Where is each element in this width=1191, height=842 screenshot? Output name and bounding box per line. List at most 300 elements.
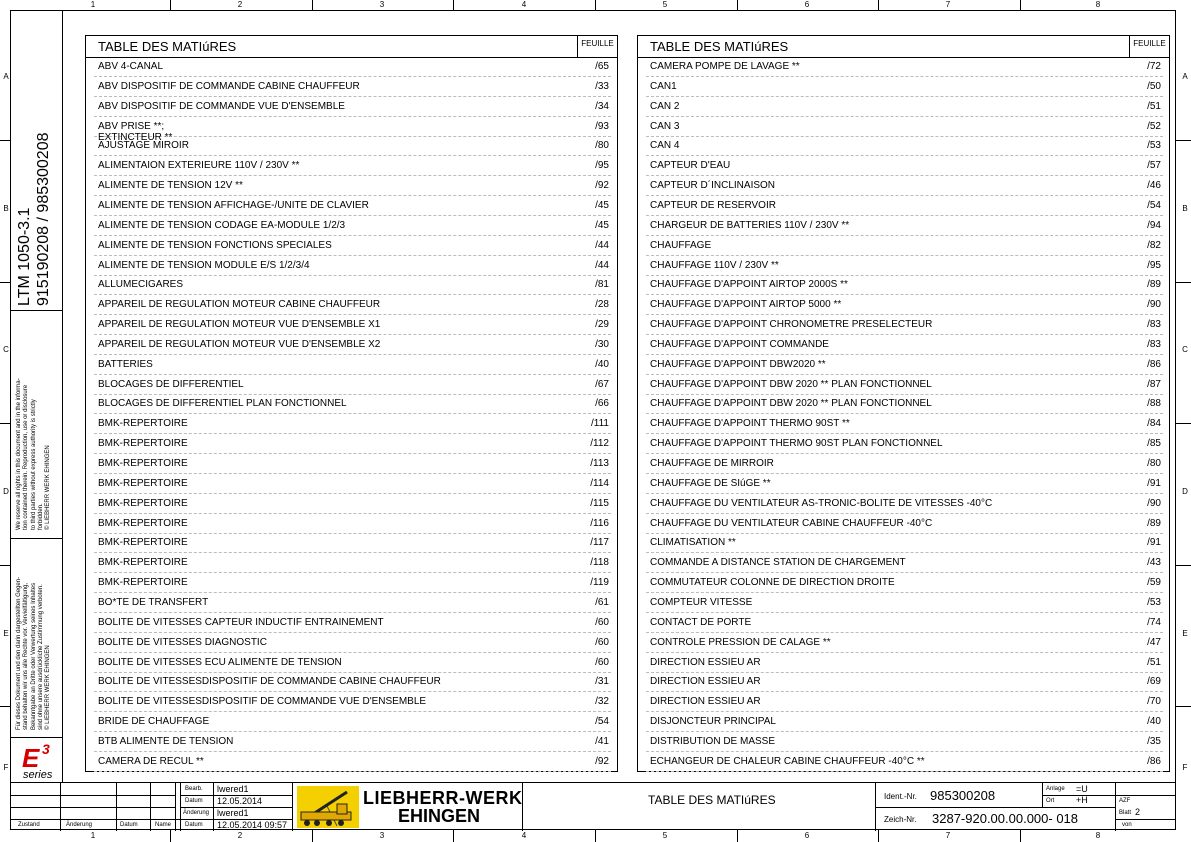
table-row	[86, 455, 617, 475]
ruler-number: 5	[662, 0, 668, 9]
blatt-label: Blatt	[1119, 810, 1132, 816]
row-page[interactable]: /117	[590, 537, 609, 549]
ruler-tick	[1176, 282, 1191, 283]
row-page[interactable]: /92	[595, 755, 609, 767]
table-row	[638, 594, 1169, 614]
row-label[interactable]: CHAUFFAGE 110V / 230V **	[650, 259, 779, 271]
leader-line	[94, 533, 611, 534]
row-page[interactable]: /112	[590, 438, 609, 450]
row-label[interactable]: CAPTEUR DE RESERVOIR	[650, 199, 776, 211]
row-label[interactable]: BMK-REPERTOIRE	[98, 517, 188, 529]
table-row	[86, 435, 617, 455]
table-row	[638, 177, 1169, 197]
table-row	[638, 157, 1169, 177]
right-contents-table	[637, 35, 1170, 772]
row-page[interactable]: /95	[595, 160, 609, 172]
row-page[interactable]: /87	[1147, 378, 1161, 390]
leader-line	[94, 96, 611, 97]
datum2-value: 12.05.2014 09:57	[217, 820, 288, 830]
row-page[interactable]: /60	[595, 656, 609, 668]
title-block	[10, 782, 1176, 830]
leader-line	[646, 136, 1163, 137]
row-page[interactable]: /86	[1147, 755, 1161, 767]
grid-line	[1042, 795, 1176, 796]
row-page[interactable]: /40	[595, 358, 609, 370]
row-label[interactable]: DISTRIBUTION DE MASSE	[650, 735, 776, 747]
ruler-tick	[0, 565, 10, 566]
row-label[interactable]: BMK-REPERTOIRE	[98, 477, 188, 489]
table-row	[638, 98, 1169, 118]
row-label[interactable]: DISJONCTEUR PRINCIPAL	[650, 716, 776, 728]
leader-line	[94, 294, 611, 295]
row-page[interactable]: /91	[1147, 537, 1161, 549]
ruler-letter: E	[3, 629, 9, 638]
row-page[interactable]: /53	[1147, 140, 1161, 152]
table-header	[638, 36, 1169, 58]
row-label[interactable]: BOLITE DE VITESSES ECU ALIMENTE DE TENSION	[98, 656, 342, 668]
row-page[interactable]: /57	[1147, 160, 1161, 172]
row-label[interactable]: CHARGEUR DE BATTERIES 110V / 230V **	[650, 219, 850, 231]
row-label[interactable]: CAN 2	[650, 100, 680, 112]
row-label[interactable]: ALIMENTE DE TENSION CODAGE EA-MODULE 1/2/3	[98, 219, 346, 231]
table-row	[86, 157, 617, 177]
row-label[interactable]: ECHANGEUR DE CHALEUR CABINE CHAUFFEUR -40°C **	[650, 755, 925, 767]
anlage-value: =U	[1076, 784, 1088, 794]
row-label[interactable]: ALIMENTE DE TENSION 12V **	[98, 180, 243, 192]
row-label[interactable]: ABV PRISE **;	[98, 120, 165, 132]
table-row	[86, 177, 617, 197]
leader-line	[94, 334, 611, 335]
leader-line	[646, 771, 1163, 772]
row-page[interactable]: /61	[595, 596, 609, 608]
table-row	[86, 733, 617, 753]
row-label[interactable]: CHAUFFAGE DE SIúGE **	[650, 477, 771, 489]
row-label[interactable]: DIRECTION ESSIEU AR	[650, 676, 761, 688]
ruler-tick	[0, 423, 10, 424]
row-label[interactable]: BMK-REPERTOIRE	[98, 577, 188, 589]
notice-line: Für dieses Dokument und den darin dargestellten Gegen-	[16, 576, 22, 730]
table-row	[638, 455, 1169, 475]
leader-line	[646, 275, 1163, 276]
leader-line	[646, 235, 1163, 236]
row-page[interactable]: /83	[1147, 319, 1161, 331]
table-row	[86, 237, 617, 257]
row-label[interactable]: CHAUFFAGE DU VENTILATEUR AS-TRONIC-BOLITE DE VITESSES -40°C	[650, 497, 993, 509]
table-row	[638, 515, 1169, 535]
row-page[interactable]: /31	[595, 676, 609, 688]
leader-line	[646, 255, 1163, 256]
leader-line	[94, 572, 611, 573]
leader-line	[94, 711, 611, 712]
e3-series-logo	[20, 743, 60, 783]
leader-line	[94, 354, 611, 355]
row-label[interactable]: CAPTEUR D'EAU	[650, 160, 731, 172]
row-page[interactable]: /35	[1147, 735, 1161, 747]
ruler-letter: C	[3, 345, 9, 354]
logo-subtitle: series	[23, 769, 53, 781]
ort-value: +H	[1076, 795, 1088, 805]
leader-line	[94, 592, 611, 593]
ident-value: 985300208	[930, 788, 996, 803]
bottom-ruler	[10, 830, 1176, 842]
row-label[interactable]: BOLITE DE VITESSES DIAGNOSTIC	[98, 636, 267, 648]
row-page[interactable]: /33	[595, 80, 609, 92]
ruler-letter: F	[1182, 763, 1188, 772]
left-contents-table	[85, 35, 618, 772]
table-row	[638, 753, 1169, 773]
leader-line	[94, 195, 611, 196]
row-label[interactable]: ALIMENTAION EXTERIEURE 110V / 230V **	[98, 160, 300, 172]
ruler-letter: A	[1182, 72, 1188, 81]
table-row	[86, 276, 617, 296]
row-label[interactable]: CHAUFFAGE DU VENTILATEUR CABINE CHAUFFEUR -40°C	[650, 517, 933, 529]
row-page[interactable]: /85	[1147, 438, 1161, 450]
row-label[interactable]: CLIMATISATION **	[650, 537, 736, 549]
rev-header: Zustand	[18, 822, 40, 828]
table-row	[86, 654, 617, 674]
row-page[interactable]: /60	[595, 636, 609, 648]
left-info-strip	[10, 10, 63, 782]
table-row	[638, 376, 1169, 396]
row-page[interactable]: /95	[1147, 259, 1161, 271]
row-label[interactable]: CAPTEUR D´INCLINAISON	[650, 180, 776, 192]
table-row	[638, 554, 1169, 574]
ruler-tick	[170, 0, 171, 10]
company-location: EHINGEN	[398, 806, 481, 826]
table-row	[638, 336, 1169, 356]
row-page[interactable]: /118	[590, 557, 609, 569]
grid-line	[292, 783, 293, 831]
row-label[interactable]: ALIMENTE DE TENSION MODULE E/S 1/2/3/4	[98, 259, 310, 271]
table-row	[86, 574, 617, 594]
row-page[interactable]: /70	[1147, 696, 1161, 708]
row-page[interactable]: /65	[595, 61, 609, 72]
feuille-header: FEUILLE	[1129, 36, 1169, 58]
row-label[interactable]: BMK-REPERTOIRE	[98, 537, 188, 549]
zeich-value: 3287-920.00.00.000- 018	[932, 811, 1079, 826]
leader-line	[646, 552, 1163, 553]
row-label[interactable]: BTB ALIMENTE DE TENSION	[98, 735, 234, 747]
row-page[interactable]: /54	[595, 716, 609, 728]
row-label[interactable]: CAMERA POMPE DE LAVAGE **	[650, 61, 800, 72]
row-page[interactable]: /72	[1147, 61, 1161, 72]
row-label[interactable]: BMK-REPERTOIRE	[98, 418, 188, 430]
row-label[interactable]: AJUSTAGE MIROIR	[98, 140, 189, 152]
row-label[interactable]: ABV 4-CANAL	[98, 61, 164, 72]
azf-label: AZF	[1119, 798, 1131, 804]
row-page[interactable]: /69	[1147, 676, 1161, 688]
divider	[10, 310, 62, 311]
ruler-number: 2	[237, 831, 243, 840]
row-label[interactable]: CHAUFFAGE D'APPOINT CHRONOMETRE PRESELECTEUR	[650, 319, 933, 331]
notice-line: © LIEBHERR WERK EHINGEN	[45, 445, 52, 530]
notice-line: © LIEBHERR WERK EHINGEN	[45, 645, 52, 730]
row-label[interactable]: ALIMENTE DE TENSION AFFICHAGE-/UNITE DE CLAVIER	[98, 199, 369, 211]
notice-line: sind ohne unsere ausdrückliche Zustimmung verboten.	[37, 584, 44, 730]
row-page[interactable]: /111	[591, 418, 609, 430]
row-page[interactable]: /44	[595, 259, 609, 271]
leader-line	[646, 354, 1163, 355]
row-label[interactable]: CHAUFFAGE DE MIRROIR	[650, 458, 774, 469]
row-page[interactable]: /86	[1147, 358, 1161, 370]
leader-line	[94, 235, 611, 236]
ruler-number: 4	[521, 0, 527, 9]
row-page[interactable]: /34	[595, 100, 609, 112]
grid-line	[1115, 783, 1116, 831]
row-label[interactable]: CHAUFFAGE D'APPOINT AIRTOP 2000S **	[650, 279, 848, 291]
table-row	[86, 58, 617, 78]
table-row	[86, 316, 617, 336]
table-row	[86, 132, 617, 157]
row-page[interactable]: /50	[1147, 80, 1161, 92]
rev-header: Datum	[120, 822, 138, 828]
row-page[interactable]: /40	[1147, 716, 1161, 728]
row-page[interactable]: /80	[1147, 458, 1161, 469]
row-page[interactable]: /41	[595, 735, 609, 747]
row-page[interactable]: /67	[595, 378, 609, 390]
table-row	[86, 634, 617, 654]
row-page[interactable]: /91	[1147, 477, 1161, 489]
row-page[interactable]: /82	[1147, 239, 1161, 251]
row-page[interactable]: /51	[1147, 100, 1161, 112]
row-page[interactable]: /84	[1147, 418, 1161, 430]
bearb-value: lwered1	[217, 784, 249, 794]
row-label[interactable]: BMK-REPERTOIRE	[98, 497, 188, 509]
ruler-tick	[737, 0, 738, 10]
table-row	[638, 693, 1169, 713]
row-page[interactable]: /89	[1147, 279, 1161, 291]
leader-line	[646, 473, 1163, 474]
table-title: TABLE DES MATIúRES	[98, 39, 237, 54]
table-row	[86, 395, 617, 415]
row-page[interactable]: /119	[590, 577, 609, 589]
row-page[interactable]: /83	[1147, 338, 1161, 350]
row-label[interactable]: BOLITE DE VITESSESDISPOSITIF DE COMMANDE CABINE CHAUFFEUR	[98, 676, 441, 688]
leader-line	[94, 255, 611, 256]
row-label[interactable]: ALLUMECIGARES	[98, 279, 184, 291]
ident-label: Ident.-Nr.	[884, 792, 917, 801]
notice-line: to third parties without express authority is strictly	[30, 399, 37, 530]
row-label[interactable]: APPAREIL DE REGULATION MOTEUR CABINE CHAUFFEUR	[98, 299, 381, 311]
row-label-overlay: EXTINCTEUR **	[98, 132, 173, 144]
row-page[interactable]: /59	[1147, 577, 1161, 589]
row-label[interactable]: BMK-REPERTOIRE	[98, 438, 188, 450]
leader-line	[94, 374, 611, 375]
leader-line	[646, 691, 1163, 692]
row-label[interactable]: CONTROLE PRESSION DE CALAGE **	[650, 636, 831, 648]
row-page[interactable]: /115	[590, 497, 609, 509]
row-page[interactable]: /113	[590, 458, 609, 469]
table-row	[638, 257, 1169, 277]
row-page[interactable]: /30	[595, 338, 609, 350]
leader-line	[94, 672, 611, 673]
table-title: TABLE DES MATIúRES	[650, 39, 789, 54]
grid-line	[60, 783, 61, 831]
table-row	[86, 475, 617, 495]
row-label[interactable]: CAN1	[650, 80, 677, 92]
row-page[interactable]: /46	[1147, 180, 1161, 192]
row-page[interactable]: /32	[595, 696, 609, 708]
leader-line	[94, 155, 611, 156]
leader-line	[646, 493, 1163, 494]
ruler-tick	[170, 830, 171, 842]
row-page[interactable]: /52	[1147, 120, 1161, 132]
table-row	[638, 733, 1169, 753]
table-row	[86, 753, 617, 773]
row-label[interactable]: CONTACT DE PORTE	[650, 616, 752, 628]
row-page[interactable]: /80	[595, 140, 609, 152]
row-label[interactable]: BOLITE DE VITESSES CAPTEUR INDUCTIF ENTRAINEMENT	[98, 616, 384, 628]
row-label[interactable]: CHAUFFAGE D'APPOINT DBW 2020 ** PLAN FONCTIONNEL	[650, 378, 932, 390]
table-row	[86, 534, 617, 554]
row-page[interactable]: /44	[595, 239, 609, 251]
grid-line	[116, 783, 117, 831]
table-row	[638, 395, 1169, 415]
ruler-letter: D	[1182, 487, 1188, 496]
table-row	[86, 515, 617, 535]
row-label[interactable]: BATTERIES	[98, 358, 153, 370]
row-page[interactable]: /116	[590, 517, 609, 529]
notice-line: stand behalten wir uns alle Rechte vor. Vervielfältigung,	[23, 582, 30, 730]
row-page[interactable]: /89	[1147, 517, 1161, 529]
feuille-header: FEUILLE	[577, 36, 617, 58]
grid-line	[175, 783, 176, 831]
row-page[interactable]: /66	[595, 398, 609, 410]
ruler-number: 1	[90, 0, 96, 9]
row-label[interactable]: CHAUFFAGE D'APPOINT THERMO 90ST **	[650, 418, 850, 430]
row-page[interactable]: /81	[595, 279, 609, 291]
ruler-tick	[878, 0, 879, 10]
leader-line	[646, 513, 1163, 514]
row-page[interactable]: /74	[1147, 616, 1161, 628]
ruler-tick	[0, 282, 10, 283]
datum-value: 12.05.2014	[217, 796, 263, 806]
row-label[interactable]: CHAUFFAGE D'APPOINT DBW 2020 ** PLAN FONCTIONNEL	[650, 398, 932, 410]
row-page[interactable]: /90	[1147, 497, 1161, 509]
row-page[interactable]: /28	[595, 299, 609, 311]
row-label[interactable]: BLOCAGES DE DIFFERENTIEL	[98, 378, 244, 390]
row-label[interactable]: ABV DISPOSITIF DE COMMANDE VUE D'ENSEMBLE	[98, 100, 345, 112]
row-label[interactable]: BRIDE DE CHAUFFAGE	[98, 716, 210, 728]
row-page[interactable]: /45	[595, 219, 609, 231]
table-row	[86, 376, 617, 396]
rev-header: Änderung	[66, 822, 93, 828]
ruler-tick	[595, 0, 596, 10]
row-page[interactable]: /60	[595, 616, 609, 628]
table-row	[638, 634, 1169, 654]
row-page[interactable]: /94	[1147, 219, 1161, 231]
model-label: LTM 1050-3.1	[16, 207, 33, 306]
table-row	[638, 534, 1169, 554]
row-page[interactable]: /47	[1147, 636, 1161, 648]
table-row	[86, 197, 617, 217]
leader-line	[646, 195, 1163, 196]
row-label[interactable]: CAMERA DE RECUL **	[98, 755, 204, 767]
leader-line	[646, 751, 1163, 752]
leader-line	[94, 552, 611, 553]
ruler-number: 1	[90, 831, 96, 840]
row-label[interactable]: BMK-REPERTOIRE	[98, 458, 188, 469]
leader-line	[646, 453, 1163, 454]
leader-line	[94, 652, 611, 653]
row-label[interactable]: ABV DISPOSITIF DE COMMANDE CABINE CHAUFFEUR	[98, 80, 360, 92]
table-row	[86, 594, 617, 614]
row-label[interactable]: CHAUFFAGE D'APPOINT DBW2020 **	[650, 358, 826, 370]
row-label[interactable]: APPAREIL DE REGULATION MOTEUR VUE D'ENSEMBLE X2	[98, 338, 381, 350]
leader-line	[94, 215, 611, 216]
row-label[interactable]: BO*TE DE TRANSFERT	[98, 596, 209, 608]
table-row	[86, 78, 617, 98]
row-page[interactable]: /53	[1147, 596, 1161, 608]
datum-label: Datum	[185, 798, 203, 804]
leader-line	[94, 433, 611, 434]
leader-line	[646, 374, 1163, 375]
row-label[interactable]: COMMUTATEUR COLONNE DE DIRECTION DROITE	[650, 577, 895, 589]
table-row	[638, 217, 1169, 237]
ruler-tick	[0, 140, 10, 141]
ruler-tick	[1020, 0, 1021, 10]
row-label[interactable]: BLOCAGES DE DIFFERENTIEL PLAN FONCTIONNEL	[98, 398, 347, 410]
row-label[interactable]: ALIMENTE DE TENSION FONCTIONS SPECIALES	[98, 239, 332, 251]
ruler-tick	[312, 0, 313, 10]
leader-line	[646, 413, 1163, 414]
row-page[interactable]: /92	[595, 180, 609, 192]
row-label[interactable]: DIRECTION ESSIEU AR	[650, 656, 761, 668]
notice-line: tion contained therein. Reproduction, use or disclosure	[23, 384, 30, 530]
ruler-letter: E	[1182, 629, 1188, 638]
ruler-tick	[1176, 565, 1191, 566]
row-label[interactable]: DIRECTION ESSIEU AR	[650, 696, 761, 708]
row-page[interactable]: /88	[1147, 398, 1161, 410]
rev-header: Name	[155, 822, 172, 828]
ruler-letter: B	[1182, 204, 1188, 213]
row-page[interactable]: /51	[1147, 656, 1161, 668]
row-page[interactable]: /54	[1147, 199, 1161, 211]
row-page[interactable]: /90	[1147, 299, 1161, 311]
grid-line	[1115, 819, 1176, 820]
leader-line	[94, 493, 611, 494]
row-page[interactable]: /45	[595, 199, 609, 211]
row-label[interactable]: BMK-REPERTOIRE	[98, 557, 188, 569]
row-page[interactable]: /114	[590, 477, 609, 489]
table-row	[638, 316, 1169, 336]
row-label[interactable]: CHAUFFAGE D'APPOINT AIRTOP 5000 **	[650, 299, 842, 311]
ruler-number: 8	[1095, 0, 1101, 9]
leader-line	[646, 711, 1163, 712]
row-page[interactable]: /29	[595, 319, 609, 331]
row-page[interactable]: /43	[1147, 557, 1161, 569]
leader-line	[94, 116, 611, 117]
row-label[interactable]: CAN 3	[650, 120, 680, 132]
grid-line	[875, 807, 1115, 808]
anlage-label: Anlage	[1046, 786, 1065, 792]
row-label[interactable]: CHAUFFAGE	[650, 239, 712, 251]
ruler-letter: F	[3, 763, 9, 772]
leader-line	[94, 473, 611, 474]
row-label[interactable]: APPAREIL DE REGULATION MOTEUR VUE D'ENSEMBLE X1	[98, 319, 381, 331]
leader-line	[646, 533, 1163, 534]
row-label[interactable]: CAN 4	[650, 140, 680, 152]
ruler-number: 6	[804, 0, 810, 9]
leader-line	[94, 612, 611, 613]
row-label[interactable]: COMPTEUR VITESSE	[650, 596, 753, 608]
row-page[interactable]: /93	[595, 120, 609, 132]
leader-line	[94, 513, 611, 514]
row-label[interactable]: CHAUFFAGE D'APPOINT THERMO 90ST PLAN FONCTIONNEL	[650, 438, 943, 450]
row-label[interactable]: CHAUFFAGE D'APPOINT COMMANDE	[650, 338, 829, 350]
row-label[interactable]: COMMANDE A DISTANCE STATION DE CHARGEMENT	[650, 557, 906, 569]
row-label[interactable]: BOLITE DE VITESSESDISPOSITIF DE COMMANDE VUE D'ENSEMBLE	[98, 696, 427, 708]
